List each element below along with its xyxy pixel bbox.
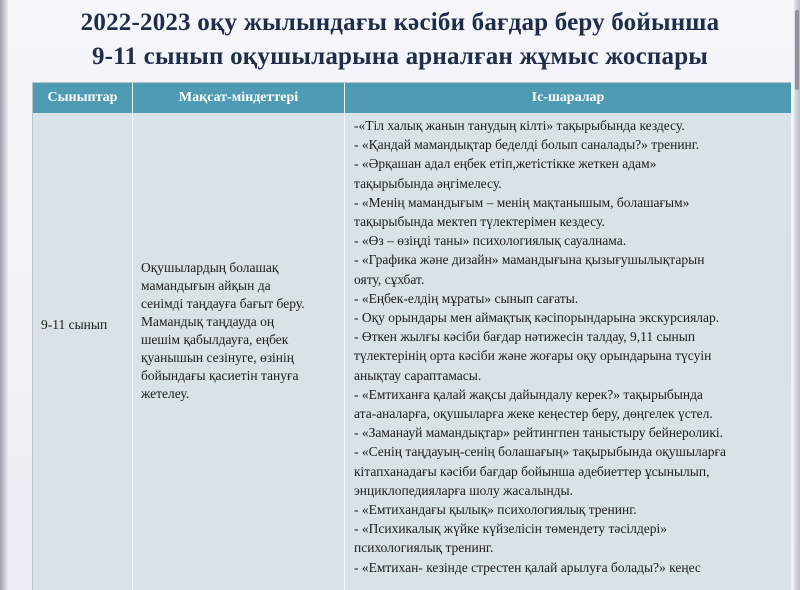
goal-line: сенімді таңдауға бағыт беру. [141, 296, 305, 311]
goal-text [141, 259, 337, 403]
activity-line: - «Қандай мамандықтар беделді болып саналады?» тренинг. [354, 137, 700, 153]
plan-table [32, 82, 791, 590]
goal-line: шешім қабылдауға, еңбек [141, 332, 289, 347]
header-grades: Сыныптар [33, 83, 133, 113]
activity-line: түлектерінің орта кәсіби және жоғары оқу орындарына түсуін [354, 348, 712, 364]
activity-line: - «Емтихандағы қылық» психологиялық тренинг. [354, 502, 637, 518]
title-line-1: 2022-2023 оқу жылындағы кәсіби бағдар беру бойынша [80, 9, 720, 36]
activity-line: - «Менің мамандығым – менің мақтанышым, болашағым» [354, 194, 690, 210]
activity-line: - «Заманауй мамандықтар» рейтингпен таныстыру бейнероликі. [354, 425, 724, 441]
activity-line: - «Әрқашан адал еңбек етіп,жетістікке жеткен адам» [354, 156, 657, 172]
activity-line: - «Сенің таңдауың-сенің болашағың» тақырыбында оқушыларға [354, 444, 727, 460]
activity-line: - «Өз – өзіңді таны» психологиялық сауалнама. [354, 233, 627, 249]
goal-line: мамандығын айқын да [141, 278, 271, 293]
page-title [18, 6, 782, 74]
left-edge [0, 0, 8, 590]
header-goals: Мақсат-міндеттері [133, 83, 345, 113]
activity-line: - «Еңбек-елдің мұраты» сынып сағаты. [354, 290, 579, 306]
goal-line: Мамандық таңдауда оң [141, 314, 275, 329]
header-activities: Іс-шаралар [345, 83, 791, 113]
activity-line: - «Емтихан- кезінде стрестен қалай арылуға болады?» кеңес [354, 559, 701, 575]
activity-line: - Оқу орындары мен аймақтық кәсіпорындарына экскурсиялар. [354, 310, 720, 326]
scrollbar[interactable] [794, 0, 800, 590]
activity-line: - «Графика және дизайн» мамандығына қызығушылықтарын [354, 252, 705, 268]
activity-line: - Өткен жылғы кәсіби бағдар нәтижесін талдау, 9,11 сынып [354, 329, 696, 345]
activity-line: тақырыбында әңгімелесу. [354, 175, 502, 191]
activity-line: психологиялық тренинг. [354, 540, 494, 556]
activity-line: анықтау сараптамасы. [354, 367, 482, 383]
goal-line: Оқушылардың болашақ [141, 260, 279, 275]
grade-text: 9-11 сынып [41, 317, 108, 332]
goal-line: жетелеу. [141, 386, 190, 401]
title-line-2: 9-11 сынып оқушыларына арналған жұмыс жоспары [91, 43, 709, 70]
cell-goals [133, 113, 345, 590]
activity-line: тақырыбында мектеп түлектерімен кездесу. [354, 214, 605, 230]
activity-line: ояту, сұхбат. [354, 271, 425, 287]
goal-line: бойындағы қасиетін тануға [141, 368, 299, 383]
cell-activities [345, 113, 791, 590]
activity-line: кітапханадағы кәсіби бағдар бойынша әдебиеттер ұсынылып, [354, 463, 710, 479]
cell-grade [33, 113, 133, 590]
activity-list [354, 116, 788, 577]
activity-line: энциклопедияларға шолу жасалынды. [354, 482, 573, 498]
activity-line: - «Психикалық жүйке күйзелісін төмендету тәсілдері» [354, 521, 667, 537]
activity-line: - «Емтиханға қалай жақсы дайындалу керек?» тақырыбында [354, 386, 703, 402]
activity-line: -«Тіл халық жанын танудың кілті» тақырыбында кездесу. [354, 118, 685, 133]
goal-line: қуанышын сезінуге, өзінің [141, 350, 294, 365]
scrollbar-thumb[interactable] [795, 10, 799, 90]
activity-line: ата-аналарға, оқушыларға жеке кеңестер беру, дөңгелек үстел. [354, 406, 713, 422]
